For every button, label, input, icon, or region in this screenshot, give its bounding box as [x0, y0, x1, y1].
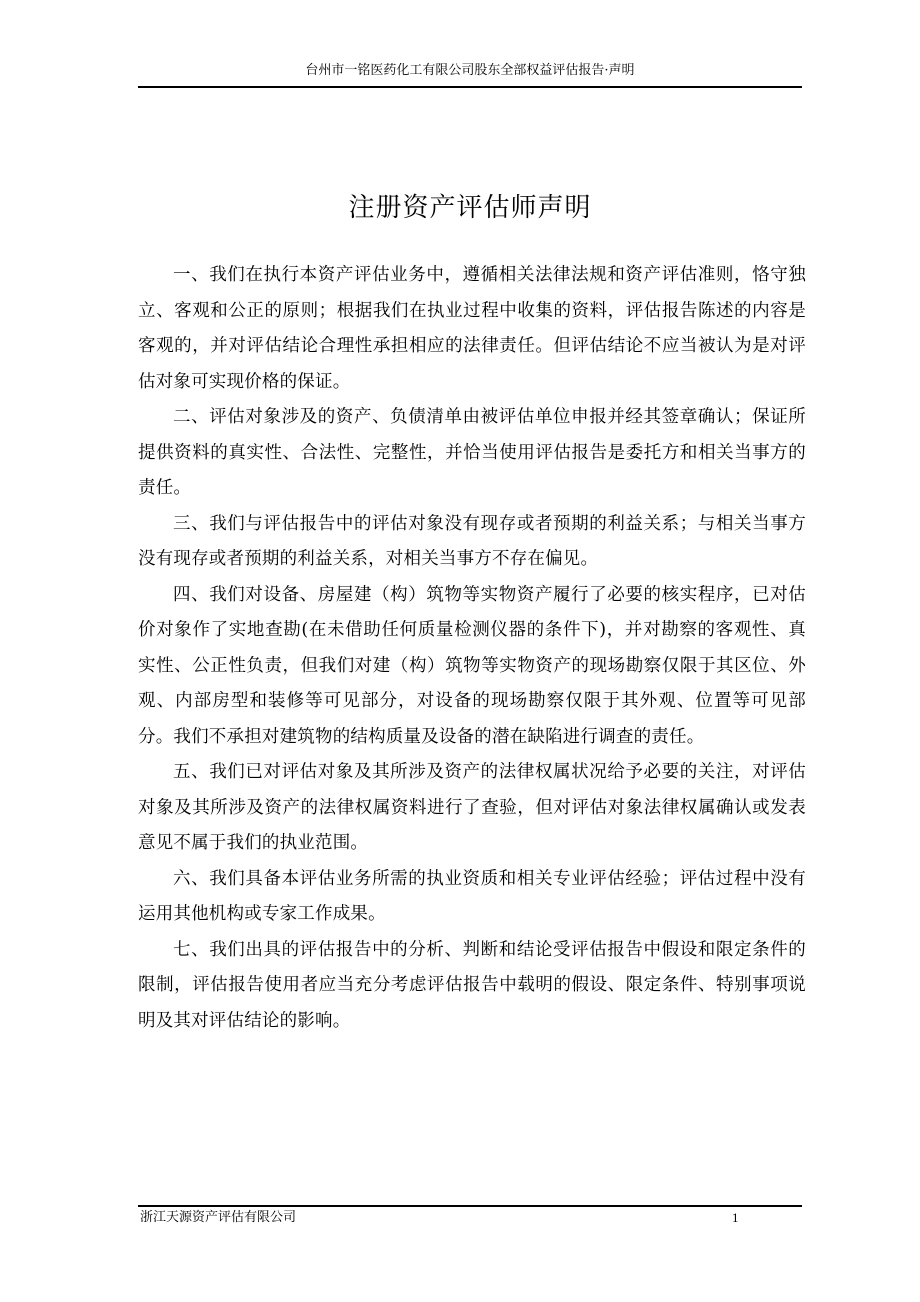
- statement-paragraph-7: 七、我们出具的评估报告中的分析、判断和结论受评估报告中假设和限定条件的限制，评估报告使用者应当充分考虑评估报告中载明的假设、限定条件、特别事项说明及其对评估结论的影响。: [138, 939, 806, 1031]
- statement-paragraph-6: 六、我们具备本评估业务所需的执业资质和相关专业评估经验；评估过程中没有运用其他机构或专家工作成果。: [138, 868, 806, 924]
- page-number: 1: [732, 1210, 739, 1225]
- statement-paragraph-3: 三、我们与评估报告中的评估对象没有现存或者预期的利益关系；与相关当事方没有现存或者预期的利益关系，对相关当事方不存在偏见。: [138, 513, 806, 569]
- footer-divider: [138, 1205, 802, 1207]
- statement-paragraph-1: 一、我们在执行本资产评估业务中，遵循相关法律法规和资产评估准则，恪守独立、客观和公正的原则；根据我们在执业过程中收集的资料，评估报告陈述的内容是客观的，并对评估结论合理性承担相应的法律责任。但评估结论不应当被认为是对评估对象可实现价格的保证。: [138, 265, 806, 392]
- statement-paragraph-2: 二、评估对象涉及的资产、负债清单由被评估单位申报并经其签章确认；保证所提供资料的真实性、合法性、完整性，并恰当使用评估报告是委托方和相关当事方的责任。: [138, 407, 806, 498]
- footer-company-name: 浙江天源资产评估有限公司: [140, 1210, 297, 1225]
- page-header: 台州市一铭医药化工有限公司股东全部权益评估报告·声明: [305, 63, 635, 78]
- document-body: [138, 258, 806, 1039]
- statement-paragraph-5: 五、我们已对评估对象及其所涉及资产的法律权属状况给予必要的关注，对评估对象及其所涉及资产的法律权属资料进行了查验，但对评估对象法律权属确认或发表意见不属于我们的执业范围。: [138, 762, 806, 853]
- document-title: 注册资产评估师声明: [348, 193, 592, 223]
- header-divider: [138, 86, 802, 88]
- statement-paragraph-4: 四、我们对设备、房屋建（构）筑物等实物资产履行了必要的核实程序，已对估价对象作了实地查勘(在未借助任何质量检测仪器的条件下)，并对勘察的客观性、真实性、公正性负责，但我们对建（构）筑物等实物资产的现场勘察仅限于其区位、外观、内部房型和装修等可见部分，对设备的现场勘察仅限于其外观、位置等可见部分。我们不承担对建筑物的结构质量及设备的潜在缺陷进行调查的责任。: [138, 584, 806, 747]
